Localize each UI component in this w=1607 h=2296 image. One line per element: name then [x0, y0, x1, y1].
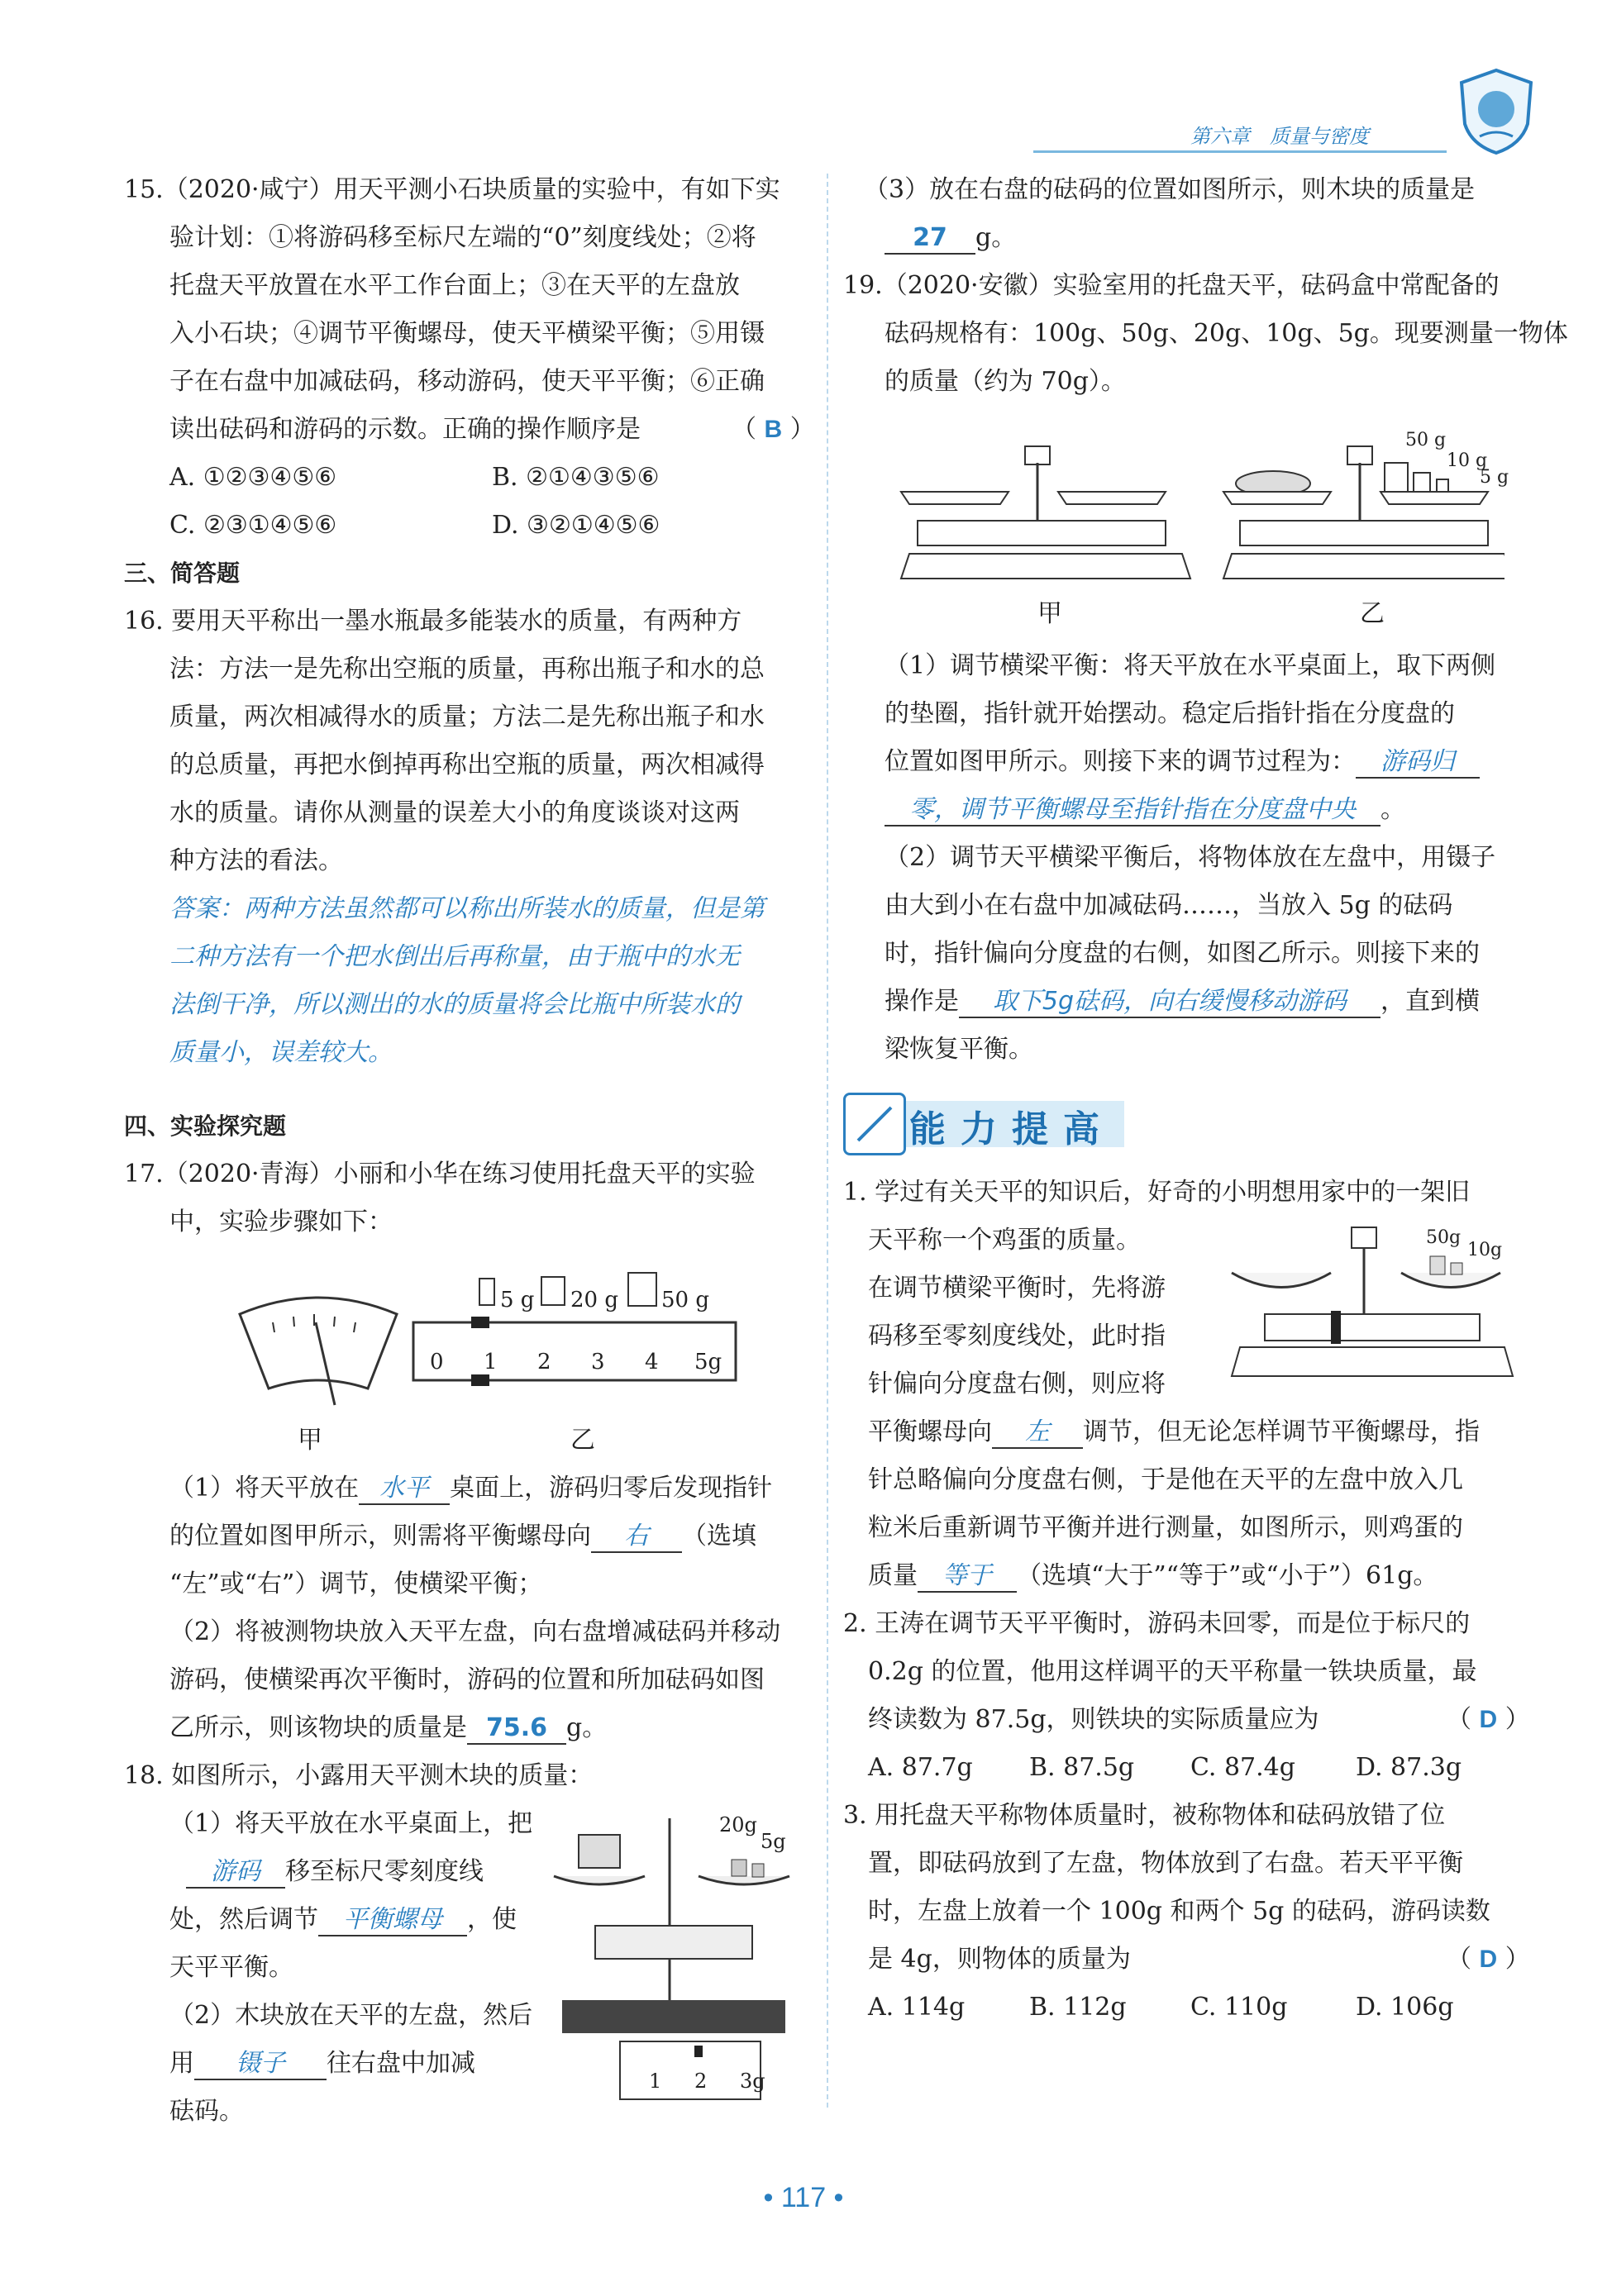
- section-heading: 三、简答题: [124, 560, 241, 586]
- n1-line: 平衡螺母向 左 调节，但无论怎样调节平衡螺母，指: [868, 1417, 1480, 1449]
- section-heading: 四、实验探究题: [124, 1113, 287, 1139]
- q15-answer: （ B ）: [732, 415, 815, 444]
- n1-line: 粒米后重新调节平衡并进行测量，如图所示，则鸡蛋的: [868, 1513, 1463, 1542]
- figure-label: 甲: [1037, 599, 1062, 628]
- banner-title: 能力提高: [909, 1108, 1114, 1150]
- q15-option-d: D. ③②①④⑤⑥: [492, 511, 660, 540]
- q17-line: 中，实验步骤如下：: [169, 1208, 393, 1236]
- q15-option-c: C. ②③①④⑤⑥: [169, 511, 337, 540]
- q18-part3: （3）放在右盘的砝码的位置如图所示，则木块的质量是: [864, 175, 1476, 204]
- q19-part2: 梁恢复平衡。: [885, 1035, 1033, 1064]
- q16-answer-line: 答案：两种方法虽然都可以称出所装水的质量，但是第: [169, 894, 765, 923]
- n2-line: 0.2g 的位置，他用这样调平的天平称量一铁块质量，最: [868, 1657, 1477, 1686]
- figure-label: 甲: [298, 1426, 322, 1455]
- ruler-tick: 4: [645, 1350, 659, 1374]
- n3-line: 时，左盘上放着一个 100g 和两个 5g 的砝码，游码读数: [868, 1897, 1490, 1926]
- q19-line: 19.（2020·安徽）实验室用的托盘天平，砝码盒中常配备的: [843, 271, 1500, 300]
- ruler-tick: 1: [484, 1350, 498, 1374]
- q19-part1: 零，调节平衡螺母至指针指在分度盘中央 。: [885, 795, 1405, 826]
- q15-option-a: A. ①②③④⑤⑥: [169, 463, 337, 492]
- n3-line: 是 4g，则物体的质量为: [868, 1945, 1131, 1974]
- q18-part1: 处，然后调节 平衡螺母 ，使: [169, 1905, 517, 1936]
- n2-option-d: D. 87.3g: [1356, 1753, 1462, 1782]
- n2-line: 2. 王涛在调节天平平衡时，游码未回零，而是位于标尺的: [843, 1609, 1471, 1638]
- q17-part1: （1）将天平放在 水平 桌面上，游码归零后发现指针: [169, 1474, 772, 1505]
- q19-part2: 操作是 取下5g砝码，向右缓慢移动游码 ，直到横: [885, 987, 1480, 1018]
- n2-answer: （ D ）: [1447, 1705, 1530, 1734]
- weight-label: 10 g: [1447, 450, 1488, 471]
- page-number: • 117 •: [763, 2182, 844, 2213]
- q19-part1: 位置如图甲所示。则接下来的调节过程为： 游码归: [885, 747, 1480, 779]
- n2-option-b: B. 87.5g: [1029, 1753, 1135, 1782]
- q19-part1: （1）调节横梁平衡：将天平放在水平桌面上，取下两侧: [885, 651, 1496, 680]
- q19-line: 砝码规格有：100g、50g、20g、10g、5g。现要测量一物体: [885, 319, 1568, 348]
- n3-option-b: B. 112g: [1029, 1993, 1127, 2022]
- q16-answer-line: 二种方法有一个把水倒出后再称量，由于瓶中的水无: [169, 942, 740, 971]
- q15-line: 子在右盘中加减砝码，移动游码，使天平平衡；⑥正确: [169, 367, 765, 396]
- ruler-tick: 2: [537, 1350, 551, 1374]
- n2-option-a: A. 87.7g: [868, 1753, 973, 1782]
- n3-option-d: D. 106g: [1356, 1993, 1454, 2022]
- weight-label: 50 g: [1405, 430, 1447, 450]
- q17-part1: 的位置如图甲所示，则需将平衡螺母向 右 （选填: [169, 1522, 756, 1553]
- q16-line: 法：方法一是先称出空瓶的质量，再称出瓶子和水的总: [169, 655, 765, 684]
- chapter-header: 第六章 质量与密度: [1190, 125, 1369, 148]
- abc-pencil-icon: [843, 1093, 906, 1155]
- q19-part2: （2）调节天平横梁平衡后，将物体放在左盘中，用镊子: [885, 843, 1496, 872]
- q17-part2: （2）将被测物块放入天平左盘，向右盘增减砝码并移动: [169, 1617, 781, 1646]
- n1-line: 针偏向分度盘右侧，则应将: [868, 1370, 1166, 1398]
- ruler-tick: 3g: [740, 2070, 765, 2093]
- figure-label: 乙: [1360, 599, 1385, 628]
- n3-answer: （ D ）: [1447, 1945, 1530, 1974]
- n3-option-c: C. 110g: [1190, 1993, 1288, 2022]
- q17-part2: 乙所示，则该物块的质量是 75.6 g。: [169, 1713, 607, 1745]
- logo-badge: [1455, 66, 1538, 157]
- n2-line: 终读数为 87.5g，则铁块的实际质量应为: [868, 1705, 1319, 1734]
- q18-part3: 27 g。: [885, 223, 1016, 255]
- n3-option-a: A. 114g: [868, 1993, 966, 2022]
- q18-line: 18. 如图所示，小露用天平测木块的质量：: [124, 1761, 594, 1790]
- weight-label: 20g: [719, 1813, 757, 1836]
- q15-line: 15.（2020·咸宁）用天平测小石块质量的实验中，有如下实: [124, 175, 780, 204]
- ruler-tick: 0: [430, 1350, 444, 1374]
- dial-figure: [223, 1289, 413, 1413]
- q15-option-b: B. ②①④③⑤⑥: [492, 463, 660, 492]
- q18-part2: 砝码。: [169, 2097, 244, 2126]
- header-rule: [1033, 150, 1447, 153]
- n3-line: 3. 用托盘天平称物体质量时，被称物体和砝码放错了位: [843, 1801, 1446, 1830]
- weight-label: 50 g: [661, 1288, 709, 1312]
- q17-part2: 游码，使横梁再次平衡时，游码的位置和所加砝码如图: [169, 1665, 765, 1694]
- weight-label: 5g: [761, 1830, 786, 1853]
- n2-option-c: C. 87.4g: [1190, 1753, 1295, 1782]
- ruler-tick: 3: [591, 1350, 605, 1374]
- figure-label: 乙: [570, 1426, 595, 1455]
- ruler-tick: 2: [694, 2070, 708, 2093]
- n1-line: 在调节横梁平衡时，先将游: [868, 1274, 1166, 1303]
- q19-part2: 时，指针偏向分度盘的右侧，如图乙所示。则接下来的: [885, 939, 1480, 968]
- q18-part1: （1）将天平放在水平桌面上，把: [169, 1809, 533, 1838]
- n1-line: 针总略偏向分度盘右侧，于是他在天平的左盘中放入几: [868, 1465, 1463, 1494]
- q16-line: 水的质量。请你从测量的误差大小的角度谈谈对这两: [169, 798, 740, 827]
- q15-line: 托盘天平放置在水平工作台面上；③在天平的左盘放: [169, 271, 740, 300]
- q15-line: 验计划：①将游码移至标尺左端的“0”刻度线处；②将: [169, 223, 756, 252]
- q15-line: 入小石块；④调节平衡螺母，使天平横梁平衡；⑤用镊: [169, 319, 765, 348]
- q17-line: 17.（2020·青海）小丽和小华在练习使用托盘天平的实验: [124, 1160, 756, 1188]
- q18-part1: 游码 移至标尺零刻度线: [186, 1857, 484, 1889]
- q16-line: 种方法的看法。: [169, 846, 343, 875]
- q17-part1: “左”或“右”）调节，使横梁平衡；: [169, 1570, 543, 1598]
- q16-answer-line: 法倒干净，所以测出的水的质量将会比瓶中所装水的: [169, 990, 740, 1019]
- q18-part1: 天平平衡。: [169, 1953, 293, 1982]
- n1-line: 质量 等于 （选填“大于”“等于”或“小于”）61g。: [868, 1561, 1438, 1593]
- ruler-tick: 1: [649, 2070, 662, 2093]
- weight-label: 50g: [1426, 1227, 1462, 1248]
- q19-part1: 的垫圈，指针就开始摆动。稳定后指针指在分度盘的: [885, 699, 1455, 728]
- n1-line: 天平称一个鸡蛋的质量。: [868, 1226, 1141, 1255]
- q19-part2: 由大到小在右盘中加减砝码……，当放入 5g 的砝码: [885, 891, 1453, 920]
- q16-line: 的总质量，再把水倒掉再称出空瓶的质量，两次相减得: [169, 750, 765, 779]
- q19-line: 的质量（约为 70g）。: [885, 367, 1126, 396]
- weight-label: 5 g: [1480, 467, 1509, 488]
- weight-label: 20 g: [570, 1288, 618, 1312]
- n3-line: 置，即砝码放到了左盘，物体放到了右盘。若天平平衡: [868, 1849, 1463, 1878]
- n1-line: 码移至零刻度线处，此时指: [868, 1322, 1166, 1350]
- column-divider: [827, 174, 830, 2108]
- n1-line: 1. 学过有关天平的知识后，好奇的小明想用家中的一架旧: [843, 1178, 1471, 1207]
- q16-answer-line: 质量小，误差较大。: [169, 1038, 393, 1067]
- ruler-tick: 5g: [694, 1350, 722, 1374]
- weight-label: 5 g: [500, 1288, 535, 1312]
- q16-line: 16. 要用天平称出一墨水瓶最多能装水的质量，有两种方: [124, 607, 742, 636]
- q18-part2: （2）木块放在天平的左盘，然后: [169, 2001, 533, 2030]
- section-banner: [843, 1093, 1124, 1150]
- q18-part2: 用 镊子 往右盘中加减: [169, 2049, 475, 2080]
- weight-label: 10g: [1467, 1240, 1503, 1260]
- q15-line: 读出砝码和游码的示数。正确的操作顺序是: [169, 415, 641, 444]
- q16-line: 质量，两次相减得水的质量；方法二是先称出瓶子和水: [169, 703, 765, 731]
